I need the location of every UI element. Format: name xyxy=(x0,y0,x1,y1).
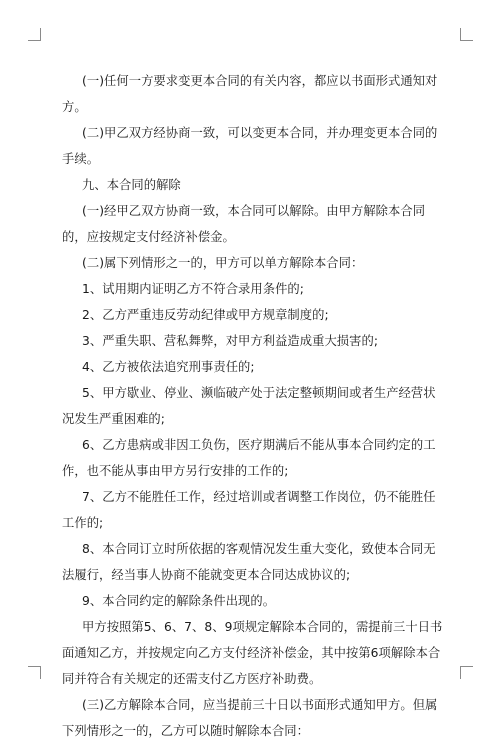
crop-mark-top-right xyxy=(460,28,473,41)
paragraph-employer-termination-intro: (二)属下列情形之一的，甲方可以单方解除本合同： xyxy=(82,256,364,270)
paragraph-change-notice: (一)任何一方要求变更本合同的有关内容，都应以书面形式通知对方。 xyxy=(62,74,438,114)
list-item-4: 4、乙方被依法追究刑事责任的; xyxy=(82,360,255,374)
paragraph-mutual-termination: (一)经甲乙双方协商一致，本合同可以解除。由甲方解除本合同的，应按规定支付经济补偿金。 xyxy=(62,204,426,244)
paragraph-employee-termination: (三)乙方解除本合同，应当提前三十日以书面形式通知甲方。但属下列情形之一的，乙方可以随时解除本合同： xyxy=(62,698,438,738)
crop-mark-bottom-left xyxy=(28,666,41,679)
crop-mark-top-left xyxy=(28,28,41,41)
list-item-9: 9、本合同约定的解除条件出现的。 xyxy=(82,594,276,608)
paragraph-notice-and-compensation: 甲方按照第5、6、7、8、9项规定解除本合同的，需提前三十日书面通知乙方，并按规定向乙方支付经济补偿金，其中按第6项解除本合同并符合有关规定的还需支付乙方医疗补助费。 xyxy=(62,620,443,686)
list-item-1: 1、试用期内证明乙方不符合录用条件的; xyxy=(82,282,304,296)
crop-mark-bottom-right xyxy=(460,666,473,679)
list-item-2: 2、乙方严重违反劳动纪律或甲方规章制度的; xyxy=(82,308,329,322)
list-item-7: 7、乙方不能胜任工作，经过培训或者调整工作岗位，仍不能胜任工作的; xyxy=(62,490,436,530)
paragraph-change-agreement: (二)甲乙双方经协商一致，可以变更本合同，并办理变更本合同的手续。 xyxy=(62,126,438,166)
list-item-5: 5、甲方歇业、停业、濒临破产处于法定整顿期间或者生产经营状况发生严重困难的; xyxy=(62,386,436,426)
document-body xyxy=(62,68,446,744)
list-item-3: 3、严重失职、营私舞弊，对甲方利益造成重大损害的; xyxy=(82,334,379,348)
list-item-6: 6、乙方患病或非因工负伤，医疗期满后不能从事本合同约定的工作，也不能从事由甲方另行安排的工作的; xyxy=(62,438,436,478)
section-heading-termination: 九、本合同的解除 xyxy=(82,178,181,192)
list-item-8: 8、本合同订立时所依据的客观情况发生重大变化，致使本合同无法履行，经当事人协商不能就变更本合同达成协议的; xyxy=(62,542,436,582)
